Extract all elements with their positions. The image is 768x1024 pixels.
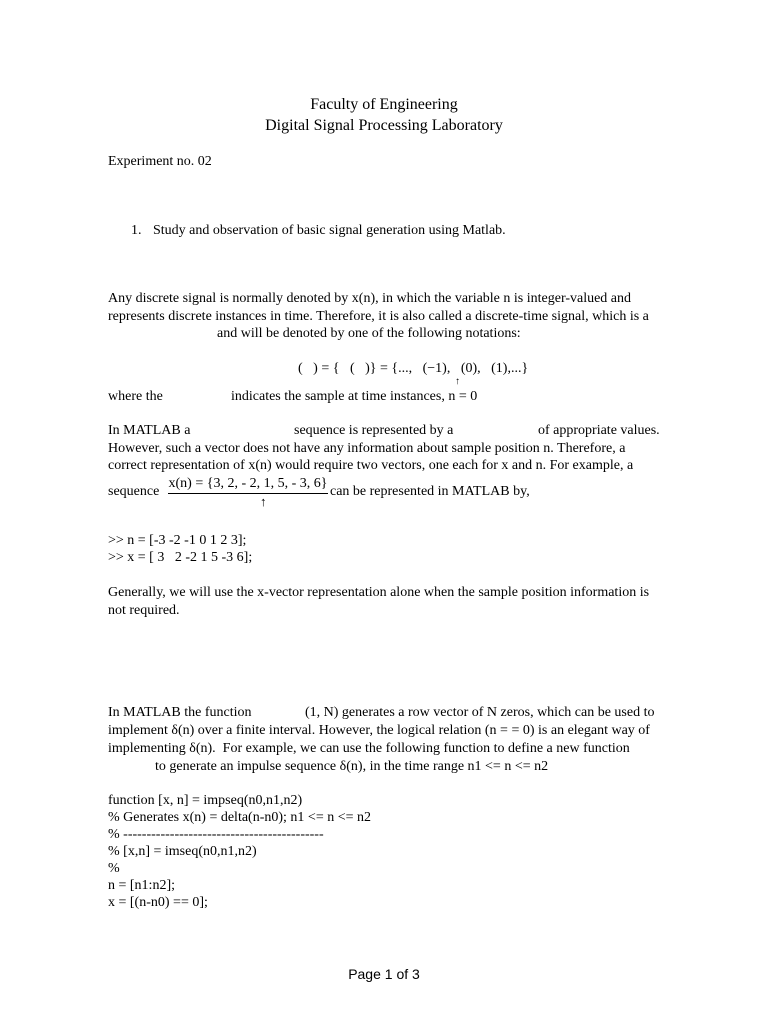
where-text-start: where the xyxy=(108,389,163,404)
code-line: >> n = [-3 -2 -1 0 1 2 3]; xyxy=(108,533,247,548)
intro-line-1: Any discrete signal is normally denoted by x(n), in which the variable n is integer-valued and xyxy=(108,291,632,306)
code-line: x = [(n-n0) == 0]; xyxy=(108,895,208,910)
where-text-end: indicates the sample at time instances, n = 0 xyxy=(231,389,478,404)
notation-formula: ( ) = { ( )} = {..., (−1), (0), (1),...} xyxy=(298,361,529,376)
code-line: >> x = [ 3 2 -2 1 5 -3 6]; xyxy=(108,550,253,565)
sample-arrow-icon: ↑ xyxy=(455,376,460,387)
objective-text: Study and observation of basic signal generation using Matlab. xyxy=(153,223,506,238)
sequence-arrow-icon: ↑ xyxy=(260,494,267,509)
matlab-para-start: In MATLAB a xyxy=(108,423,191,438)
impulse-line-3: implementing δ(n). For example, we can use the following function to define a new function xyxy=(108,741,630,756)
code-line: n = [n1:n2]; xyxy=(108,878,175,893)
matlab-para-end: of appropriate values. xyxy=(538,423,660,438)
impulse-line-1-end: (1, N) generates a row vector of N zeros, which can be used to xyxy=(305,705,655,720)
matlab-para-line-3: correct representation of x(n) would require two vectors, one each for x and n. For example, a xyxy=(108,458,634,473)
code-line: % Generates x(n) = delta(n-n0); n1 <= n <= n2 xyxy=(108,810,372,825)
impulse-line-4: to generate an impulse sequence δ(n), in the time range n1 <= n <= n2 xyxy=(155,759,549,774)
general-line-1: Generally, we will use the x-vector representation alone when the sample position information is xyxy=(108,585,650,600)
faculty-title: Faculty of Engineering xyxy=(310,96,458,113)
lab-title: Digital Signal Processing Laboratory xyxy=(265,117,503,134)
code-line: % ------------------------------------------- xyxy=(108,827,324,842)
sequence-text-end: can be represented in MATLAB by, xyxy=(330,484,530,499)
sequence-label: sequence xyxy=(108,484,160,499)
page-number: Page 1 of 3 xyxy=(348,966,420,982)
matlab-para-line-2: However, such a vector does not have any information about sample position n. Therefore, a xyxy=(108,441,626,456)
intro-line-2: represents discrete instances in time. Therefore, it is also called a discrete-time signal, which is a xyxy=(108,309,649,324)
code-line: % [x,n] = imseq(n0,n1,n2) xyxy=(108,844,257,859)
impulse-line-1-start: In MATLAB the function xyxy=(108,705,252,720)
experiment-number: Experiment no. 02 xyxy=(108,154,212,169)
code-line: function [x, n] = impseq(n0,n1,n2) xyxy=(108,793,303,808)
code-line: % xyxy=(108,861,120,876)
matlab-para-mid: sequence is represented by a xyxy=(294,423,454,438)
sequence-expression: x(n) = {3, 2, - 2, 1, 5, - 3, 6} xyxy=(168,475,328,494)
impulse-line-2: implement δ(n) over a finite interval. However, the logical relation (n = = 0) is an elegant way of xyxy=(108,723,650,738)
intro-line-3: and will be denoted by one of the following notations: xyxy=(217,326,521,341)
objective-number: 1. xyxy=(131,223,142,238)
general-line-2: not required. xyxy=(108,603,180,618)
